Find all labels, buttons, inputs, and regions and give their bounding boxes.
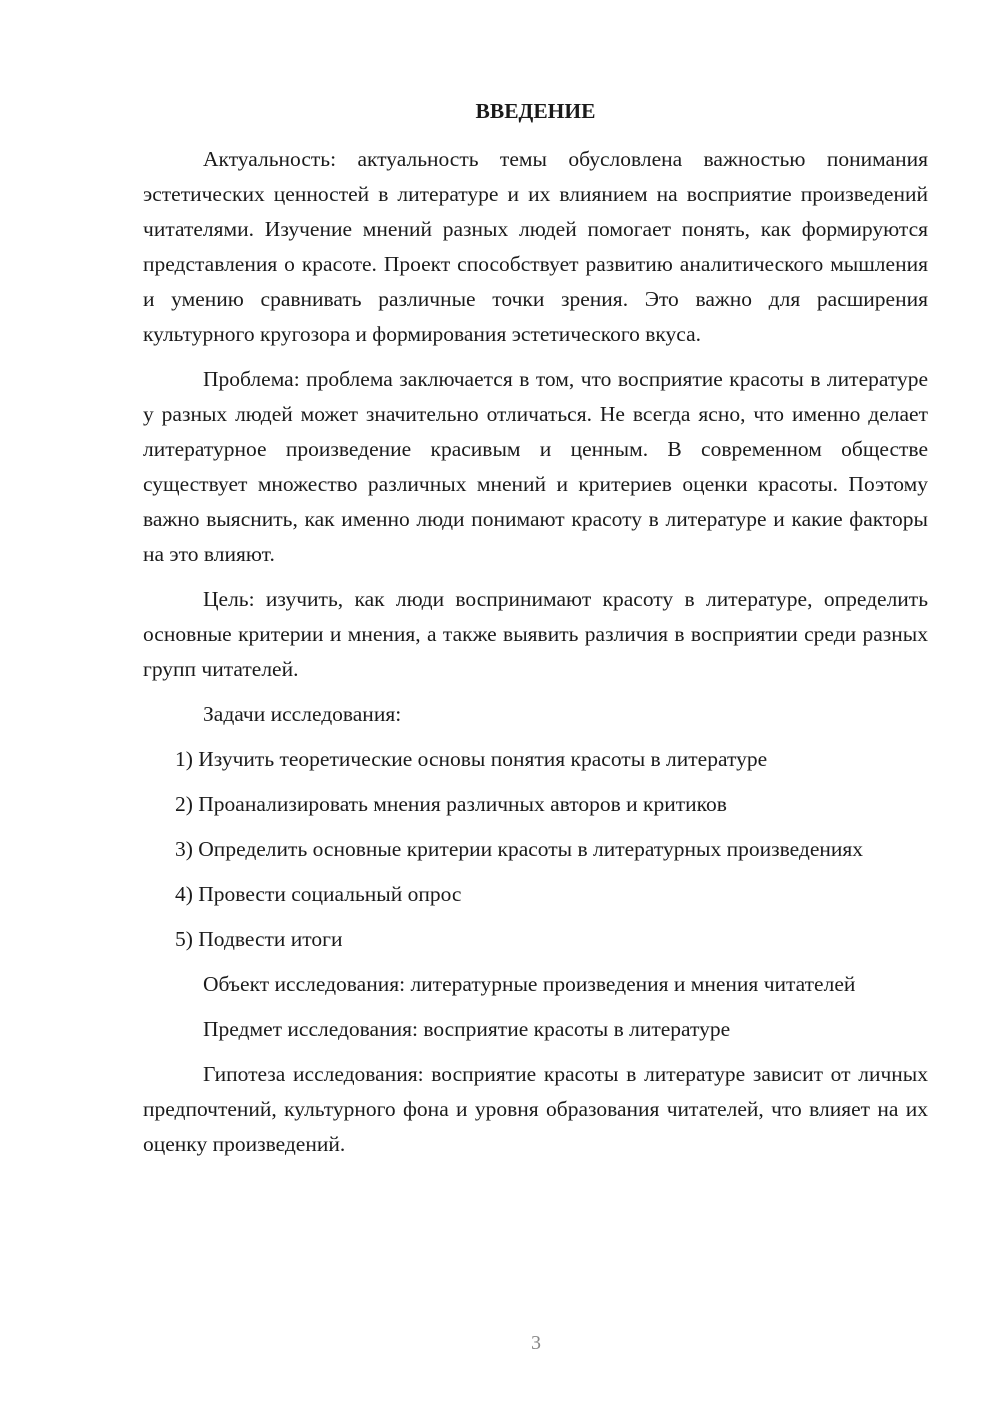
tasks-list xyxy=(143,742,928,957)
task-item: 1) Изучить теоретические основы понятия красоты в литературе xyxy=(175,747,768,771)
task-item: 5) Подвести итоги xyxy=(175,927,343,951)
object-paragraph: Объект исследования: литературные произведения и мнения читателей xyxy=(203,972,856,996)
hypothesis-paragraph: Гипотеза исследования: восприятие красоты в литературе зависит от личных предпочтений, культурного фона и уровня образования читателей, что влияет на их оценку произведений. xyxy=(143,1062,928,1156)
relevance-paragraph: Актуальность: актуальность темы обусловлена важностью понимания эстетических ценностей в литературе и их влиянием на восприятие произведений читателями. Изучение мнений разных людей помогает понять, как формируются представления о красоте. Проект способствует развитию аналитического мышления и умению сравнивать различные точки зрения. Это важно для расширения культурного кругозора и формирования эстетического вкуса. xyxy=(143,147,928,346)
page-number: 3 xyxy=(531,1332,541,1354)
section-heading: ВВЕДЕНИЕ xyxy=(475,99,596,123)
problem-paragraph: Проблема: проблема заключается в том, что восприятие красоты в литературе у разных людей может значительно отличаться. Не всегда ясно, что именно делает литературное произведение красивым и ценным. В современном обществе существует множество различных мнений и критериев оценки красоты. Поэтому важно выяснить, как именно люди понимают красоту в литературе и какие факторы на это влияют. xyxy=(143,367,928,566)
document-page xyxy=(143,94,928,1172)
task-item: 2) Проанализировать мнения различных авторов и критиков xyxy=(175,792,727,816)
goal-paragraph: Цель: изучить, как люди воспринимают красоту в литературе, определить основные критерии и мнения, а также выявить различия в восприятии среди разных групп читателей. xyxy=(143,587,928,681)
subject-paragraph: Предмет исследования: восприятие красоты в литературе xyxy=(203,1017,731,1041)
task-item: 3) Определить основные критерии красоты в литературных произведениях xyxy=(175,837,864,861)
tasks-title: Задачи исследования: xyxy=(203,702,402,726)
task-item: 4) Провести социальный опрос xyxy=(175,882,462,906)
